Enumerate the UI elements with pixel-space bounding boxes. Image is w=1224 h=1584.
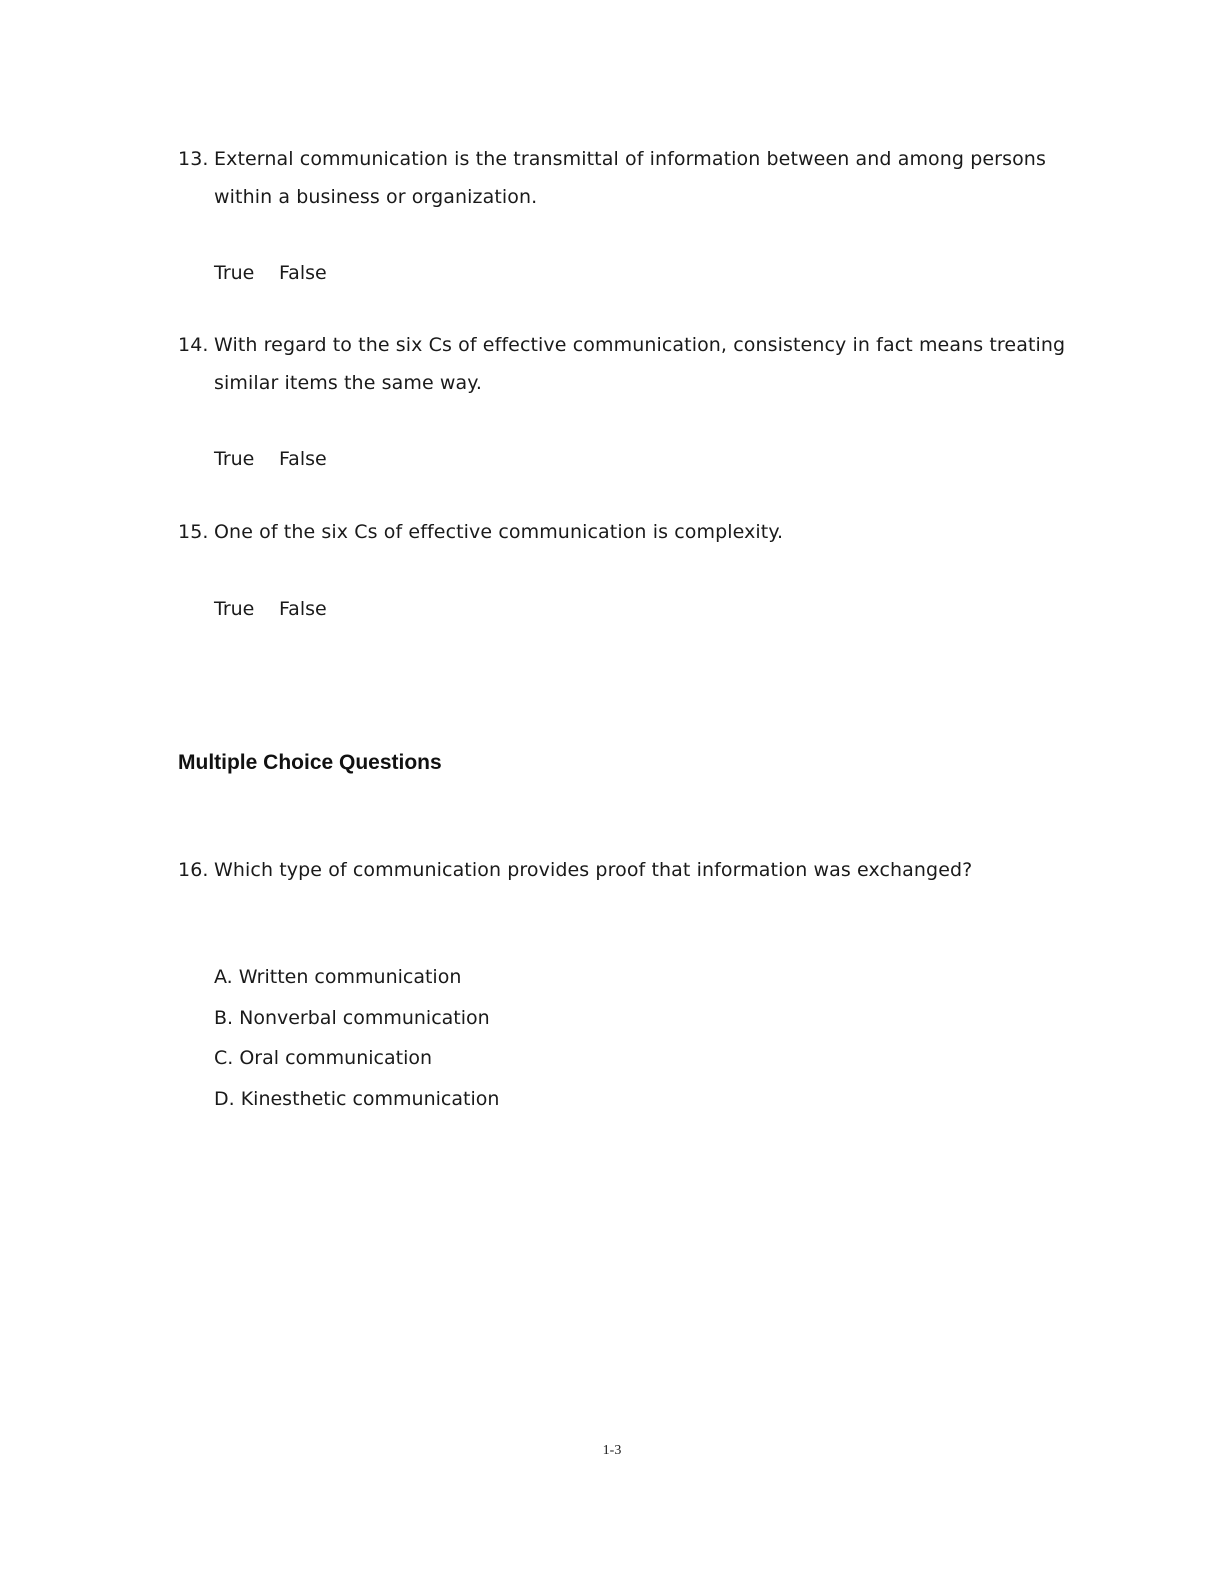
choice-b: B. Nonverbal communication [214,1007,490,1029]
option-true: True [214,262,255,284]
true-false-options-15 [214,597,327,621]
question-text: One of the six Cs of effective communication is complexity. [214,521,784,543]
question-15 [178,513,1078,551]
option-false: False [279,262,327,284]
question-13 [178,140,1078,216]
question-text: With regard to the six Cs of effective communication, consistency in fact means treating similar items the same way. [214,334,1066,394]
choice-a: A. Written communication [214,966,462,988]
true-false-options-13 [214,261,327,285]
option-true: True [214,448,255,470]
question-text: External communication is the transmittal of information between and among persons within a business or organization. [214,148,1046,208]
question-14 [178,326,1078,402]
question-number: 14. [178,334,209,356]
question-16 [178,851,1078,889]
section-heading: Multiple Choice Questions [178,751,442,774]
option-true: True [214,598,255,620]
choice-d: D. Kinesthetic communication [214,1088,500,1110]
choice-c: C. Oral communication [214,1047,433,1069]
page-number: 1-3 [602,1443,622,1458]
question-number: 15. [178,521,209,543]
option-false: False [279,448,327,470]
question-number: 16. [178,859,209,881]
question-text: Which type of communication provides proof that information was exchanged? [214,859,973,881]
option-false: False [279,598,327,620]
question-number: 13. [178,148,209,170]
true-false-options-14 [214,447,327,471]
